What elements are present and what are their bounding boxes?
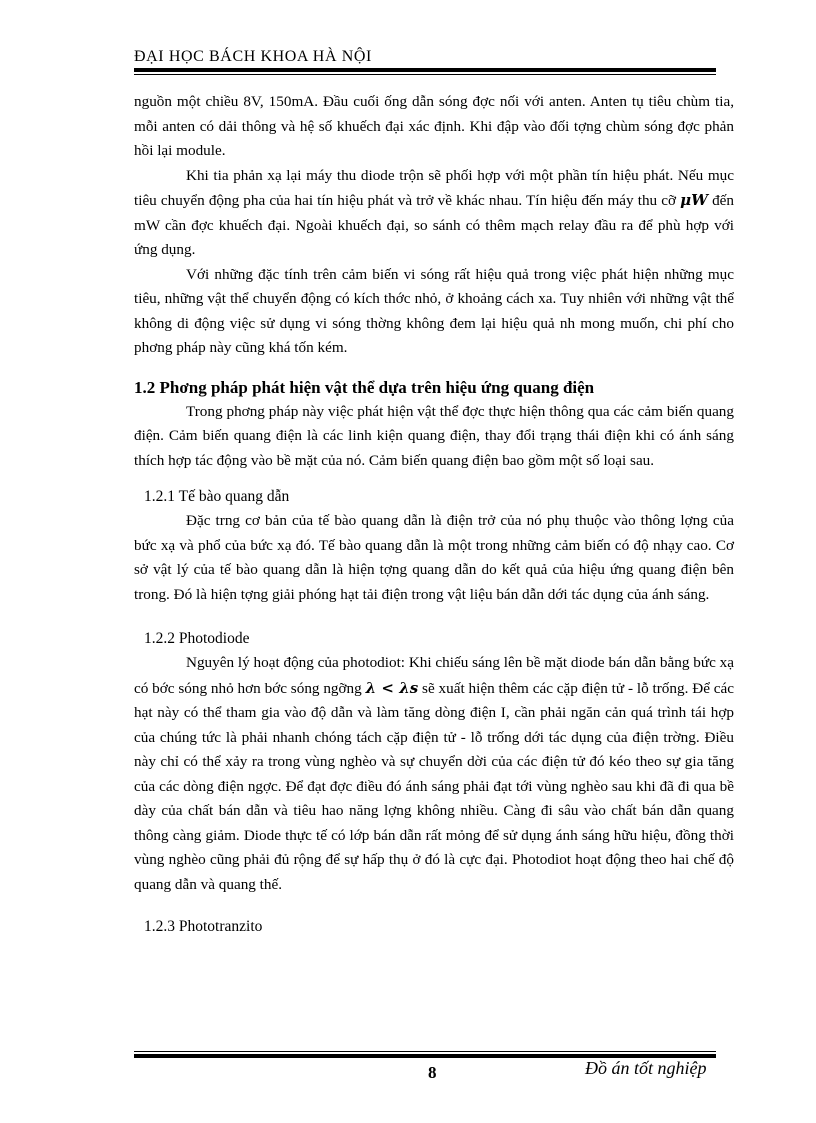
paragraph-3: Với những đặc tính trên cảm biến vi sóng rất hiệu quả trong việc phát hiện những mục tiêu, những vật thể chuyển động có kích thớc nhỏ, ở khoảng cách xa. Tuy nhiên với những vật thể không di động việc sử dụng vi sóng thờng không đem lại hiệu quả nh mong muốn, chi phí cho phơng pháp này cũng khá tốn kém. [134,265,734,356]
header-rule-thin [134,74,716,75]
section-heading-1-2-3: 1.2.3 Phototranzito [144,918,263,935]
section-heading-1-2: 1.2 Phơng pháp phát hiện vật thể dựa trên hiệu ứng quang điện [134,377,595,397]
paragraph-2-text-a: Khi tia phản xạ lại máy thu diode trộn sẽ phối hợp với một phần tín hiệu phát. Nếu mục tiêu chuyển động pha của hai tín hiệu phát và trở về khác nhau. Tín hiệu đến máy thu cỡ [134,166,734,209]
header-rule-thick [134,68,716,72]
paragraph-2-text-b: đến mW cần đợc khuếch đại. Ngoài khuếch đại, so sánh có thêm mạch relay đầu ra để phù hợp với ứng dụng. [134,192,734,258]
paragraph-4: Trong phơng pháp này việc phát hiện vật thể đợc thực hiện thông qua các cảm biến quang điện. Cảm biến quang điện là các linh kiện quang điện, thay đổi trạng thái điện khi có ánh sáng thích hợp tác động vào bề mặt của nó. Cảm biến quang điện bao gồm một số loại sau. [134,402,734,469]
lambda-inequality-symbol: λ < λs [365,678,419,697]
footer-rule-thin [134,1051,716,1052]
page-number: 8 [428,1063,437,1082]
paragraph-6-text-b: sẽ xuất hiện thêm các cặp điện tử - lỗ trống. Để các hạt này có thể tham gia vào độ dẫn và làm tăng dòng điện I, cần phải ngăn cản quá trình tái hợp của chúng tức là phải nhanh chóng tách cặp điện tử - lỗ trống dới tác dụng của điện trờng. Điều này chỉ có thể xảy ra trong vùng nghèo và sự chuyển dời của các điện tử đó kéo theo sự gia tăng của các dòng điện ngợc. Để đạt đợc điều đó ánh sáng phải đạt tới vùng nghèo sau khi đã đi qua bề dày của chất bán dẫn và tiêu hao năng lợng không nhiều. Càng đi sâu vào chất bán dẫn quang thông càng giảm. Diode thực tế có lớp bán dẫn rất mỏng để sử dụng ánh sáng hữu hiệu, đồng thời vùng nghèo cũng phải đủ rộng để sự hấp thụ ở đó là cực đại. Photodiot hoạt động theo hai chế độ quang dẫn và quang thế. [134,679,735,893]
section-heading-1-2-1: 1.2.1 Tế bào quang dẫn [144,488,290,505]
section-heading-1-2-2: 1.2.2 Photodiode [144,630,250,647]
document-body [134,90,734,939]
paragraph-2 [134,164,734,263]
footer-label: Đồ án tốt nghiệp [585,1058,707,1078]
paragraph-5: Đặc trng cơ bản của tế bào quang dẫn là điện trở của nó phụ thuộc vào thông lợng của bức xạ và phổ của bức xạ đó. Tế bào quang dẫn là một trong những cảm biến có độ nhạy cao. Cơ sở vật lý của tế bào quang dẫn là hiện tợng quang dẫn do kết quả của hiệu ứng quang điện bên trong. Đó là hiện tợng giải phóng hạt tải điện trong vật liệu bán dẫn dới tác dụng của ánh sáng. [134,512,734,603]
header-title: ĐẠI HỌC BÁCH KHOA HÀ NỘI [134,48,372,65]
microwatt-symbol: μW [680,191,708,209]
paragraph-6-text-a: Nguyên lý hoạt động của photodiot: Khi chiếu sáng lên bề mặt diode bán dẫn bằng bức xạ có bớc sóng nhỏ hơn bớc sóng ngỡng [134,654,734,697]
paragraph-6 [134,651,734,897]
paragraph-1: nguồn một chiều 8V, 150mA. Đầu cuối ống dẫn sóng đợc nối với anten. Anten tụ tiêu chùm tia, mỗi anten có dải thông và hệ số khuếch đại xác định. Khi đập vào đối tợng chùm sóng đợc phản hồi lại module. [134,93,734,159]
